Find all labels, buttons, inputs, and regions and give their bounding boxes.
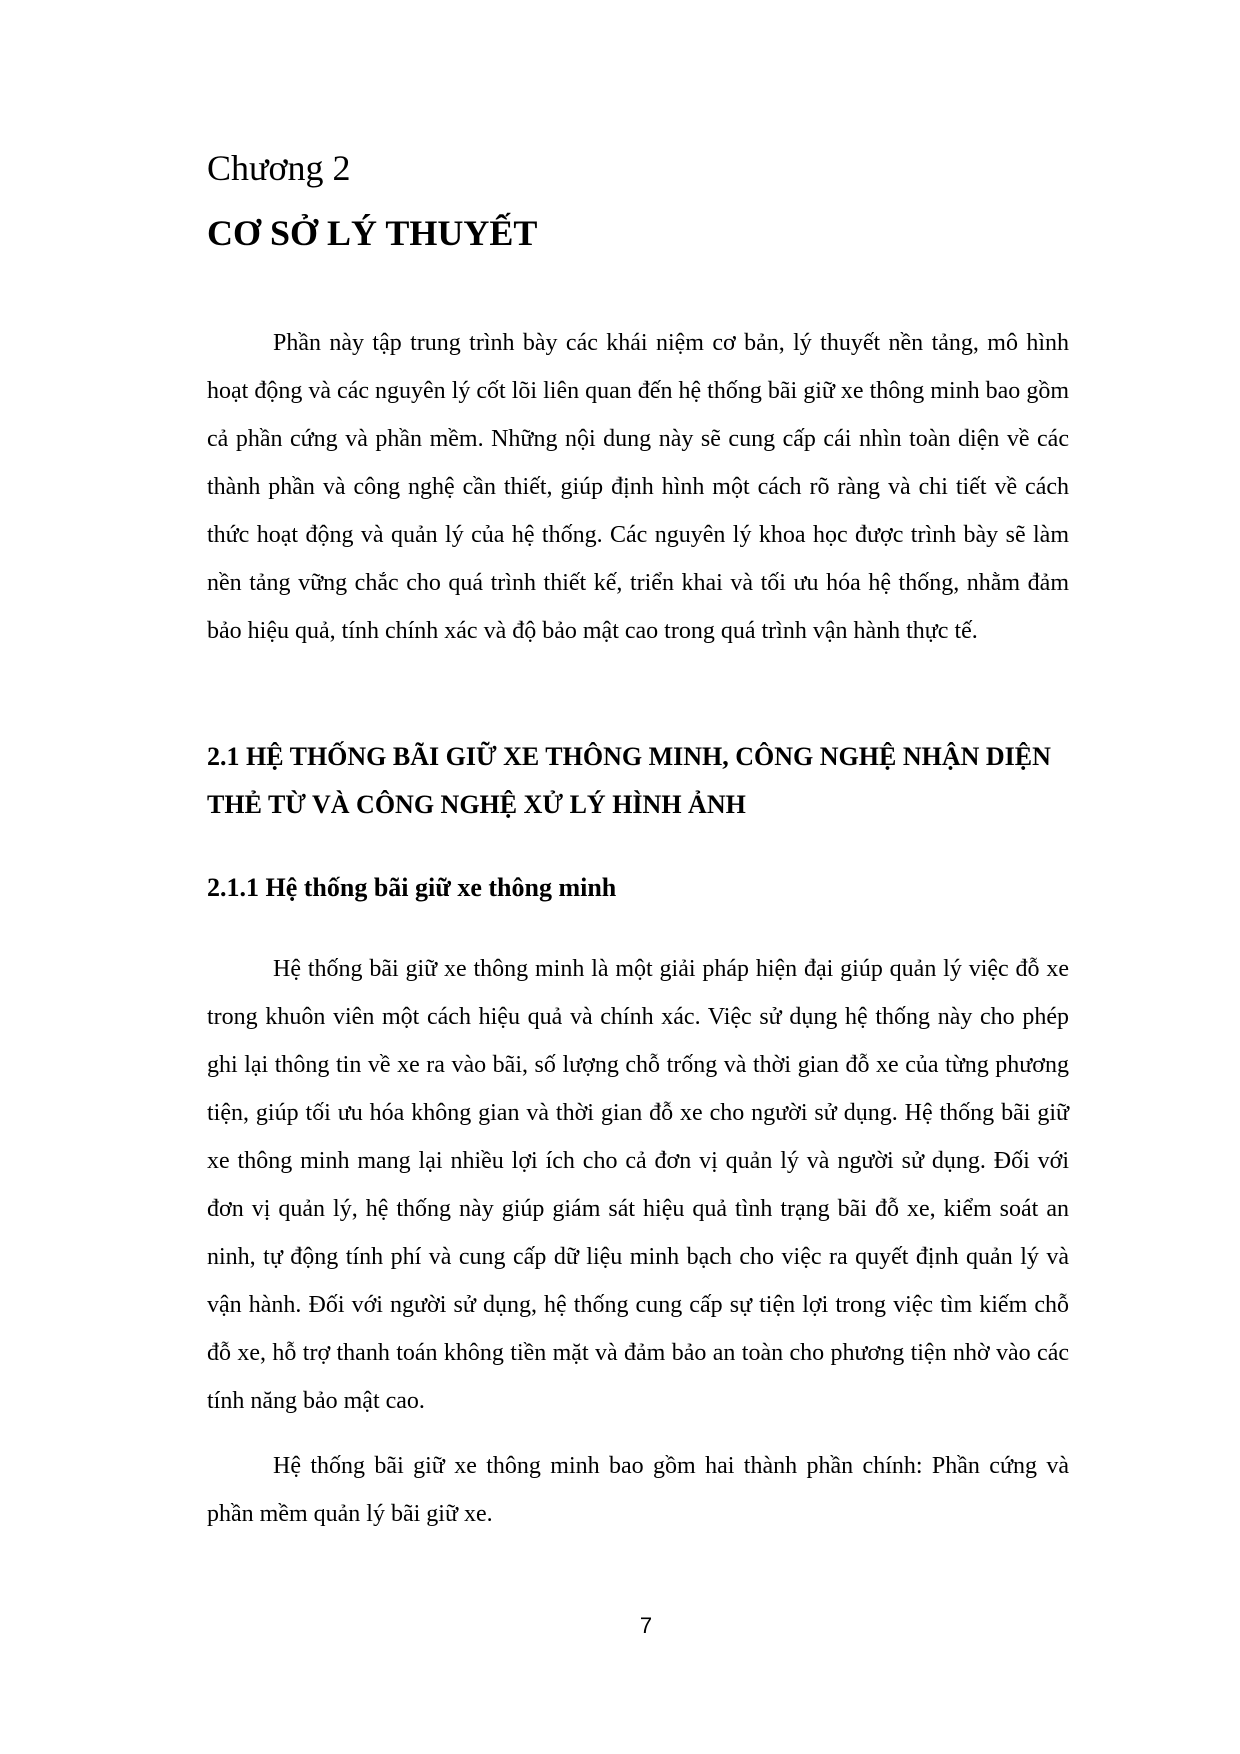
- section-heading-2-1: 2.1 HỆ THỐNG BÃI GIỮ XE THÔNG MINH, CÔNG NGHỆ NHẬN DIỆN THẺ TỪ VÀ CÔNG NGHỆ XỬ LÝ HÌNH ẢNH: [207, 742, 1051, 819]
- section-heading-2-1-1: 2.1.1 Hệ thống bãi giữ xe thông minh: [207, 873, 617, 902]
- section-2-1-1-paragraph-1: Hệ thống bãi giữ xe thông minh là một giải pháp hiện đại giúp quản lý việc đỗ xe trong khuôn viên một cách hiệu quả và chính xác. Việc sử dụng hệ thống này cho phép ghi lại thông tin về xe ra vào bãi, số lượng chỗ trống và thời gian đỗ xe của từng phương tiện, giúp tối ưu hóa không gian và thời gian đỗ xe cho người sử dụng. Hệ thống bãi giữ xe thông minh mang lại nhiều lợi ích cho cả đơn vị quản lý và người sử dụng. Đối với đơn vị quản lý, hệ thống này giúp giám sát hiệu quả tình trạng bãi đỗ xe, kiểm soát an ninh, tự động tính phí và cung cấp dữ liệu minh bạch cho việc ra quyết định quản lý và vận hành. Đối với người sử dụng, hệ thống cung cấp sự tiện lợi trong việc tìm kiếm chỗ đỗ xe, hỗ trợ thanh toán không tiền mặt và đảm bảo an toàn cho phương tiện nhờ vào các tính năng bảo mật cao.: [207, 956, 1069, 1414]
- chapter-title: CƠ SỞ LÝ THUYẾT: [207, 213, 538, 253]
- section-2-1-1-paragraph-2: Hệ thống bãi giữ xe thông minh bao gồm hai thành phần chính: Phần cứng và phần mềm quản lý bãi giữ xe.: [207, 1453, 1069, 1527]
- intro-paragraph: Phần này tập trung trình bày các khái niệm cơ bản, lý thuyết nền tảng, mô hình hoạt động và các nguyên lý cốt lõi liên quan đến hệ thống bãi giữ xe thông minh bao gồm cả phần cứng và phần mềm. Những nội dung này sẽ cung cấp cái nhìn toàn diện về các thành phần và công nghệ cần thiết, giúp định hình một cách rõ ràng và chi tiết về cách thức hoạt động và quản lý của hệ thống. Các nguyên lý khoa học được trình bày sẽ làm nền tảng vững chắc cho quá trình thiết kế, triển khai và tối ưu hóa hệ thống, nhằm đảm bảo hiệu quả, tính chính xác và độ bảo mật cao trong quá trình vận hành thực tế.: [207, 330, 1069, 644]
- chapter-label: Chương 2: [207, 148, 351, 188]
- page-number: 7: [639, 1613, 653, 1638]
